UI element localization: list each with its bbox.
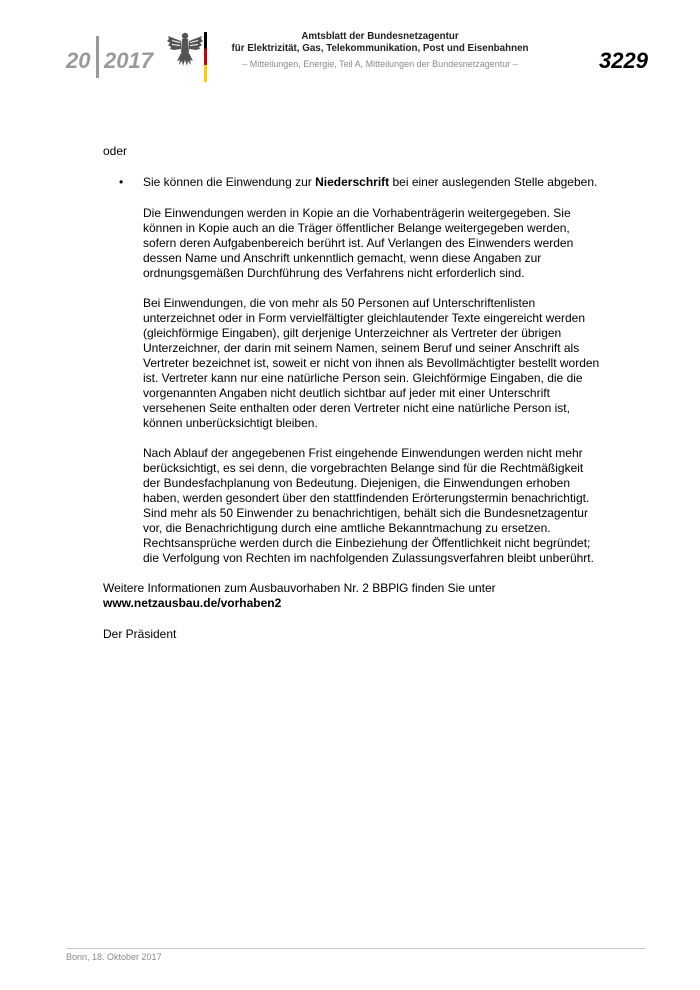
page-number: 3229 xyxy=(599,48,648,73)
signature: Der Präsident xyxy=(103,627,177,641)
federal-eagle-icon xyxy=(166,30,204,70)
gazette-title xyxy=(210,31,550,55)
issue-number: 20 xyxy=(66,48,91,73)
more-info xyxy=(103,581,603,611)
gazette-subtitle: – Mitteilungen, Energie, Teil A, Mitteilungen der Bundesnetzagentur – xyxy=(242,59,518,69)
bullet-text-after: bei einer auslegenden Stelle abgeben. xyxy=(389,175,598,189)
gazette-title-line2: für Elektrizität, Gas, Telekommunikation, Post und Eisenbahnen xyxy=(231,43,529,54)
document-body xyxy=(103,144,603,642)
bullet-item xyxy=(103,175,603,190)
bullet-text xyxy=(143,175,597,189)
more-info-text: Weitere Informationen zum Ausbauvorhaben Nr. 2 BBPlG finden Sie unter xyxy=(103,581,496,595)
more-info-link[interactable]: www.netzausbau.de/vorhaben2 xyxy=(103,596,282,610)
bullet-glyph: • xyxy=(119,175,124,189)
issue-year: 2017 xyxy=(104,48,153,73)
paragraph-deadline: Nach Ablauf der angegebenen Frist eingehende Einwendungen werden nicht mehr berücksichtigt, es sei denn, die vorgebrachten Belange sind für die Rechtmäßigkeit der Bundesfachplanung von Bedeutung. Diejenigen, die Einwendungen erhoben haben, werden gesondert über den stattfindenden Erörterungstermin benachrichtigt. Sind mehr als 50 Einwender zu benachrichtigen, behält sich die Bundesnetzagentur vor, die Benachrichtigung durch eine amtliche Bekanntmachung zu ersetzen. Rechtsansprüche werden durch die Einbeziehung der Öffentlichkeit nicht begründet; die Verfolgung von Rechten im nachfolgenden Zulassungsverfahren bleibt unberührt. xyxy=(143,446,594,565)
bullet-text-bold: Niederschrift xyxy=(315,175,390,189)
gazette-title-line1: Amtsblatt der Bundesnetzagentur xyxy=(301,31,459,42)
issue-divider xyxy=(96,36,99,78)
flag-bar xyxy=(204,32,207,82)
or-word: oder xyxy=(103,144,128,158)
paragraph-uniform-submissions: Bei Einwendungen, die von mehr als 50 Personen auf Unterschriftenlisten unterzeichnet oder in Form vervielfältigter gleichlautender Texte eingereicht werden (gleichförmige Eingaben), gilt derjenige Unterzeichner als Vertreter der übrigen Unterzeichner, der darin mit seinem Namen, seinem Beruf und seiner Anschrift als Vertreter bezeichnet ist, soweit er nicht von ihnen als Bevollmächtigter bestellt worden ist. Vertreter kann nur eine natürliche Person sein. Gleichförmige Eingaben, die die vorgenannten Angaben nicht deutlich sichtbar auf jeder mit einer Unterschrift versehenen Seite enthalten oder deren Vertreter nicht eine natürliche Person ist, können unberücksichtigt bleiben. xyxy=(143,296,600,430)
paragraph-copies: Die Einwendungen werden in Kopie an die Vorhabenträgerin weitergegeben. Sie können in Kopie auch an die Träger öffentlicher Belange weitergegeben werden, sofern deren Aufgabenbereich berührt ist. Auf Verlangen des Einwenders werden dessen Name und Anschrift unkenntlich gemacht, wenn diese Angaben zur ordnungsgemäßen Durchführung des Verfahrens nicht erforderlich sind. xyxy=(143,206,574,280)
bullet-text-before: Sie können die Einwendung zur xyxy=(143,175,316,189)
footer-divider xyxy=(66,948,646,949)
footer-place-date: Bonn, 18. Oktober 2017 xyxy=(66,952,162,962)
